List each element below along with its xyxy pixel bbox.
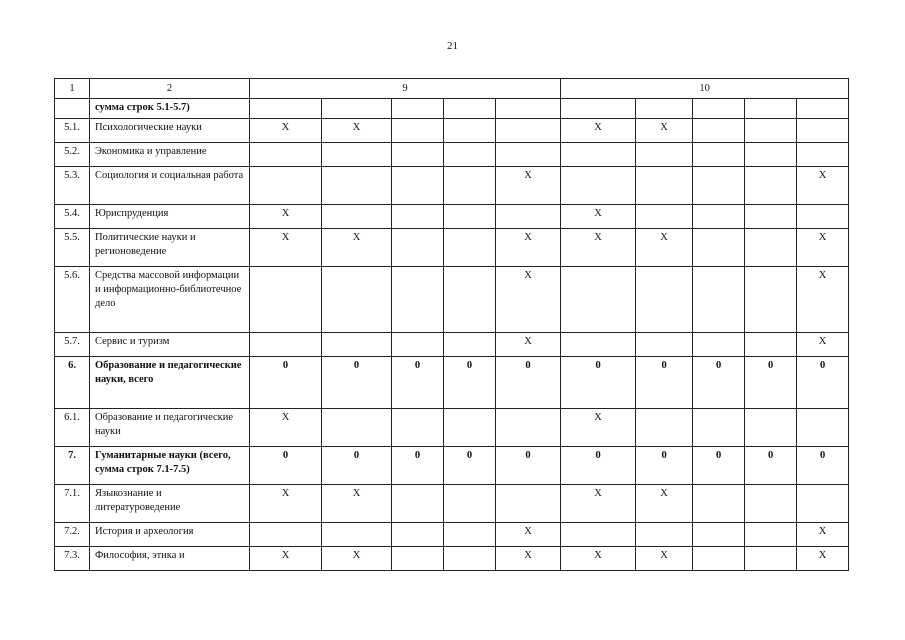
table-header-row: [55, 79, 849, 99]
cell-mark: [745, 143, 797, 167]
cell-mark: X: [250, 229, 322, 267]
row-number: 5.5.: [55, 229, 90, 267]
table-row: [55, 547, 849, 571]
row-number: 7.1.: [55, 485, 90, 523]
cell-mark: X: [322, 229, 392, 267]
cell-mark: [444, 333, 496, 357]
cell-mark: X: [561, 205, 636, 229]
row-number: 5.3.: [55, 167, 90, 205]
cell-mark: X: [322, 485, 392, 523]
row-number: 5.1.: [55, 119, 90, 143]
cell-mark: 0: [392, 357, 444, 409]
cell-mark: X: [322, 547, 392, 571]
cell-mark: 0: [496, 447, 561, 485]
cell-mark: X: [797, 167, 849, 205]
cell-mark: 0: [561, 357, 636, 409]
cell-mark: 0: [322, 447, 392, 485]
cell-mark: X: [496, 547, 561, 571]
cell-mark: X: [496, 267, 561, 333]
header-col-1: 1: [55, 79, 90, 99]
row-label: Политические науки и регионоведение: [90, 229, 250, 267]
row-label: Сервис и туризм: [90, 333, 250, 357]
cell-mark: 0: [250, 357, 322, 409]
cell-mark: [392, 229, 444, 267]
cell-mark: [496, 409, 561, 447]
cell-mark: [392, 267, 444, 333]
cell-mark: [745, 547, 797, 571]
cell-mark: [745, 523, 797, 547]
table-row: [55, 143, 849, 167]
cell-mark: [636, 167, 693, 205]
cell-mark: 0: [693, 447, 745, 485]
cell-mark: [561, 523, 636, 547]
cell-mark: [693, 119, 745, 143]
page-number: 21: [447, 40, 458, 52]
cell-mark: X: [322, 119, 392, 143]
cell-mark: [745, 333, 797, 357]
cell-mark: [797, 409, 849, 447]
cell-mark: X: [496, 333, 561, 357]
cell-mark: [444, 119, 496, 143]
cell-mark: [444, 205, 496, 229]
cell-mark: [561, 143, 636, 167]
cell-mark: X: [496, 523, 561, 547]
table-row: [55, 409, 849, 447]
cell-mark: 0: [561, 447, 636, 485]
cell-mark: 0: [444, 447, 496, 485]
cell-mark: [561, 333, 636, 357]
cell-mark: [561, 99, 636, 119]
cell-mark: [636, 409, 693, 447]
row-label: Средства массовой информации и информационно-библиотечное дело: [90, 267, 250, 333]
cell-mark: [392, 485, 444, 523]
cell-mark: [250, 333, 322, 357]
cell-mark: [745, 99, 797, 119]
cell-mark: X: [250, 485, 322, 523]
cell-mark: [444, 547, 496, 571]
cell-mark: [496, 205, 561, 229]
table-row: [55, 205, 849, 229]
cell-mark: [745, 119, 797, 143]
cell-mark: [250, 143, 322, 167]
cell-mark: [444, 267, 496, 333]
cell-mark: [322, 333, 392, 357]
cell-mark: [496, 143, 561, 167]
cell-mark: [392, 205, 444, 229]
table-row: [55, 357, 849, 409]
cell-mark: [636, 99, 693, 119]
cell-mark: X: [797, 267, 849, 333]
cell-mark: [392, 119, 444, 143]
cell-mark: [693, 485, 745, 523]
cell-mark: [444, 229, 496, 267]
row-label: Языкознание и литературоведение: [90, 485, 250, 523]
cell-mark: 0: [444, 357, 496, 409]
cell-mark: [444, 99, 496, 119]
row-number: 5.7.: [55, 333, 90, 357]
cell-mark: [444, 485, 496, 523]
cell-mark: [250, 523, 322, 547]
table-row: [55, 267, 849, 333]
cell-mark: [392, 409, 444, 447]
cell-mark: [392, 99, 444, 119]
row-label: Психологические науки: [90, 119, 250, 143]
cell-mark: X: [496, 167, 561, 205]
cell-mark: 0: [693, 357, 745, 409]
table-row: [55, 523, 849, 547]
cell-mark: [797, 485, 849, 523]
cell-mark: [693, 229, 745, 267]
cell-mark: [797, 143, 849, 167]
cell-mark: [250, 167, 322, 205]
row-number: 7.3.: [55, 547, 90, 571]
row-label: Гуманитарные науки (всего, сумма строк 7.1-7.5): [90, 447, 250, 485]
cell-mark: [636, 333, 693, 357]
cell-mark: [392, 143, 444, 167]
cell-mark: X: [561, 409, 636, 447]
cell-mark: 0: [745, 357, 797, 409]
row-number: 5.2.: [55, 143, 90, 167]
row-label: Социология и социальная работа: [90, 167, 250, 205]
cell-mark: [322, 267, 392, 333]
cell-mark: X: [561, 229, 636, 267]
row-number: [55, 99, 90, 119]
cell-mark: X: [797, 333, 849, 357]
data-table: [54, 78, 849, 571]
cell-mark: 0: [636, 447, 693, 485]
cell-mark: X: [636, 485, 693, 523]
cell-mark: X: [496, 229, 561, 267]
cell-mark: [392, 547, 444, 571]
cell-mark: X: [797, 229, 849, 267]
cell-mark: [693, 547, 745, 571]
cell-mark: [250, 267, 322, 333]
cell-mark: X: [250, 119, 322, 143]
row-label: Юриспруденция: [90, 205, 250, 229]
cell-mark: X: [797, 523, 849, 547]
cell-mark: [561, 167, 636, 205]
table-row: [55, 119, 849, 143]
table-row: [55, 447, 849, 485]
cell-mark: X: [561, 485, 636, 523]
cell-mark: [392, 333, 444, 357]
cell-mark: [636, 205, 693, 229]
cell-mark: [797, 205, 849, 229]
cell-mark: [745, 485, 797, 523]
cell-mark: [322, 205, 392, 229]
cell-mark: [322, 409, 392, 447]
row-number: 5.4.: [55, 205, 90, 229]
cell-mark: 0: [496, 357, 561, 409]
cell-mark: [444, 409, 496, 447]
cell-mark: [693, 333, 745, 357]
row-label: Образование и педагогические науки, всего: [90, 357, 250, 409]
cell-mark: [636, 523, 693, 547]
cell-mark: X: [561, 547, 636, 571]
table-row: [55, 485, 849, 523]
row-number: 7.: [55, 447, 90, 485]
row-label: сумма строк 5.1-5.7): [90, 99, 250, 119]
cell-mark: [496, 485, 561, 523]
cell-mark: X: [561, 119, 636, 143]
cell-mark: [392, 167, 444, 205]
cell-mark: 0: [322, 357, 392, 409]
cell-mark: [322, 167, 392, 205]
header-col-2: 2: [90, 79, 250, 99]
cell-mark: [444, 167, 496, 205]
table-row: [55, 99, 849, 119]
cell-mark: [797, 99, 849, 119]
cell-mark: X: [250, 205, 322, 229]
cell-mark: 0: [392, 447, 444, 485]
cell-mark: [322, 143, 392, 167]
cell-mark: [797, 119, 849, 143]
cell-mark: 0: [797, 357, 849, 409]
header-col-10: 10: [561, 79, 849, 99]
table-row: [55, 167, 849, 205]
row-label: История и археология: [90, 523, 250, 547]
cell-mark: [392, 523, 444, 547]
cell-mark: [693, 409, 745, 447]
row-label: Философия, этика и: [90, 547, 250, 571]
cell-mark: [444, 143, 496, 167]
row-label: Экономика и управление: [90, 143, 250, 167]
cell-mark: X: [636, 119, 693, 143]
cell-mark: X: [636, 229, 693, 267]
cell-mark: [444, 523, 496, 547]
row-number: 7.2.: [55, 523, 90, 547]
table-row: [55, 333, 849, 357]
cell-mark: [693, 99, 745, 119]
row-label: Образование и педагогические науки: [90, 409, 250, 447]
cell-mark: [693, 205, 745, 229]
cell-mark: [250, 99, 322, 119]
cell-mark: X: [636, 547, 693, 571]
cell-mark: [745, 267, 797, 333]
row-number: 6.: [55, 357, 90, 409]
row-number: 6.1.: [55, 409, 90, 447]
header-col-9: 9: [250, 79, 561, 99]
cell-mark: [561, 267, 636, 333]
cell-mark: [693, 143, 745, 167]
table-row: [55, 229, 849, 267]
cell-mark: [496, 119, 561, 143]
cell-mark: 0: [745, 447, 797, 485]
cell-mark: [496, 99, 561, 119]
cell-mark: [693, 523, 745, 547]
cell-mark: [693, 167, 745, 205]
cell-mark: 0: [636, 357, 693, 409]
cell-mark: [745, 167, 797, 205]
cell-mark: [693, 267, 745, 333]
cell-mark: [745, 205, 797, 229]
cell-mark: [745, 229, 797, 267]
cell-mark: [745, 409, 797, 447]
row-number: 5.6.: [55, 267, 90, 333]
cell-mark: [322, 99, 392, 119]
cell-mark: 0: [797, 447, 849, 485]
cell-mark: X: [250, 409, 322, 447]
cell-mark: [322, 523, 392, 547]
cell-mark: 0: [250, 447, 322, 485]
cell-mark: X: [797, 547, 849, 571]
cell-mark: [636, 267, 693, 333]
cell-mark: X: [250, 547, 322, 571]
cell-mark: [636, 143, 693, 167]
